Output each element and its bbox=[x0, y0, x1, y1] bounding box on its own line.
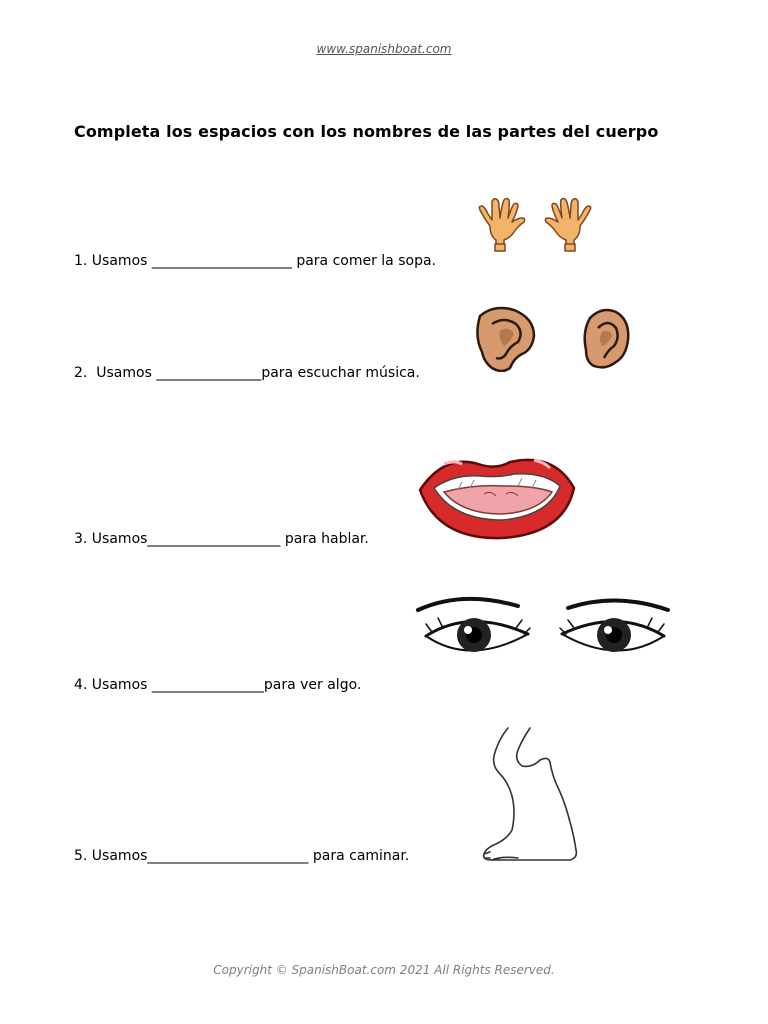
question-2: 2. Usamos _______________para escuchar música. bbox=[74, 365, 420, 381]
question-5: 5. Usamos_______________________ para caminar. bbox=[74, 848, 410, 864]
ears-icon bbox=[470, 306, 634, 372]
worksheet-title: Completa los espacios con los nombres de las partes del cuerpo bbox=[74, 122, 659, 141]
leg-foot-icon bbox=[478, 726, 584, 866]
site-link[interactable]: www.spanishboat.com bbox=[316, 42, 452, 56]
question-1: 1. Usamos ____________________ para comer la sopa. bbox=[74, 253, 436, 269]
question-3: 3. Usamos___________________ para hablar. bbox=[74, 531, 369, 547]
copyright-footer: Copyright © SpanishBoat.com 2021 All Rights Reserved. bbox=[213, 963, 555, 977]
question-4: 4. Usamos ________________para ver algo. bbox=[74, 677, 362, 693]
hands-icon bbox=[474, 196, 596, 254]
mouth-icon bbox=[414, 450, 580, 542]
eyes-icon bbox=[412, 590, 678, 674]
